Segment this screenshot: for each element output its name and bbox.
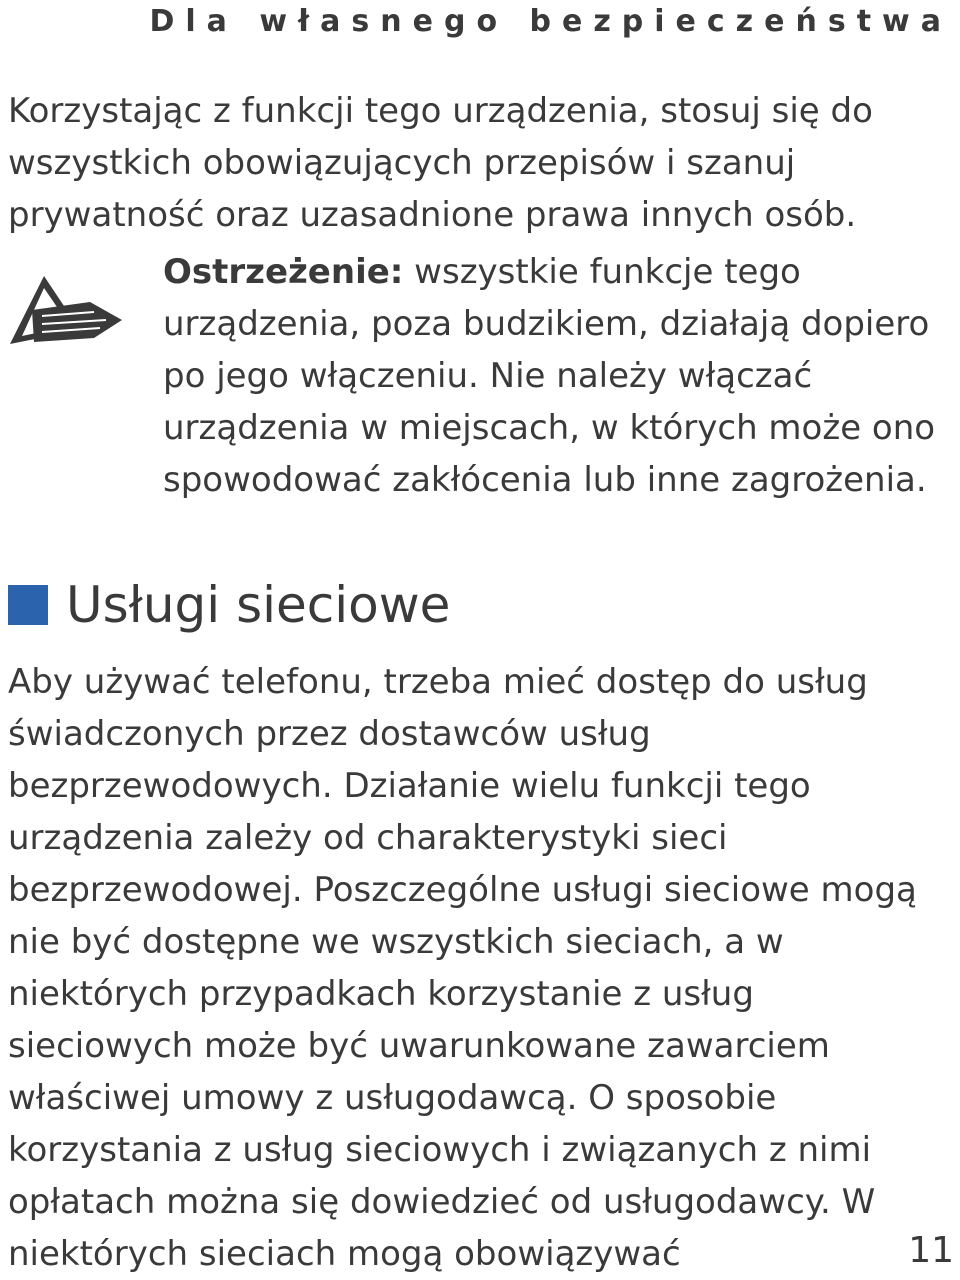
section-marker-icon (8, 585, 48, 625)
intro-paragraph: Korzystając z funkcji tego urządzenia, stosuj się do wszystkich obowiązujących przepisów i szanuj prywatność oraz uzasadnione prawa innych osób. (8, 91, 873, 235)
warning-hand-icon (10, 272, 122, 352)
warning-block (0, 246, 960, 516)
section-title: Usługi sieciowe (66, 576, 451, 634)
warning-text (163, 246, 953, 506)
running-header: Dla własnego bezpieczeństwa (149, 4, 952, 39)
warning-body: wszystkie funkcje tego urządzenia, poza budzikiem, działają dopiero po jego włączeniu. Nie należy włączać urządzenia w miejscach, w których może ono spowodować zakłócenia lub inne zagrożenia. (163, 252, 936, 500)
page-number: 11 (908, 1230, 954, 1271)
warning-label: Ostrzeżenie: (163, 252, 404, 292)
section-heading (8, 570, 450, 640)
network-services-paragraph: Aby używać telefonu, trzeba mieć dostęp do usług świadczonych przez dostawców usług bezprzewodowych. Działanie wielu funkcji tego urządzenia zależy od charakterystyki sieci bezprzewodowej. Poszczególne usługi sieciowe mogą nie być dostępne we wszystkich sieciach, a w niektórych przypadkach korzystanie z usług sieciowych może być uwarunkowane zawarciem właściwej umowy z usługodawcą. O sposobie korzystania z usług sieciowych i związanych z nimi opłatach można się dowiedzieć od usługodawcy. W niektórych sieciach mogą obowiązywać (8, 662, 917, 1274)
